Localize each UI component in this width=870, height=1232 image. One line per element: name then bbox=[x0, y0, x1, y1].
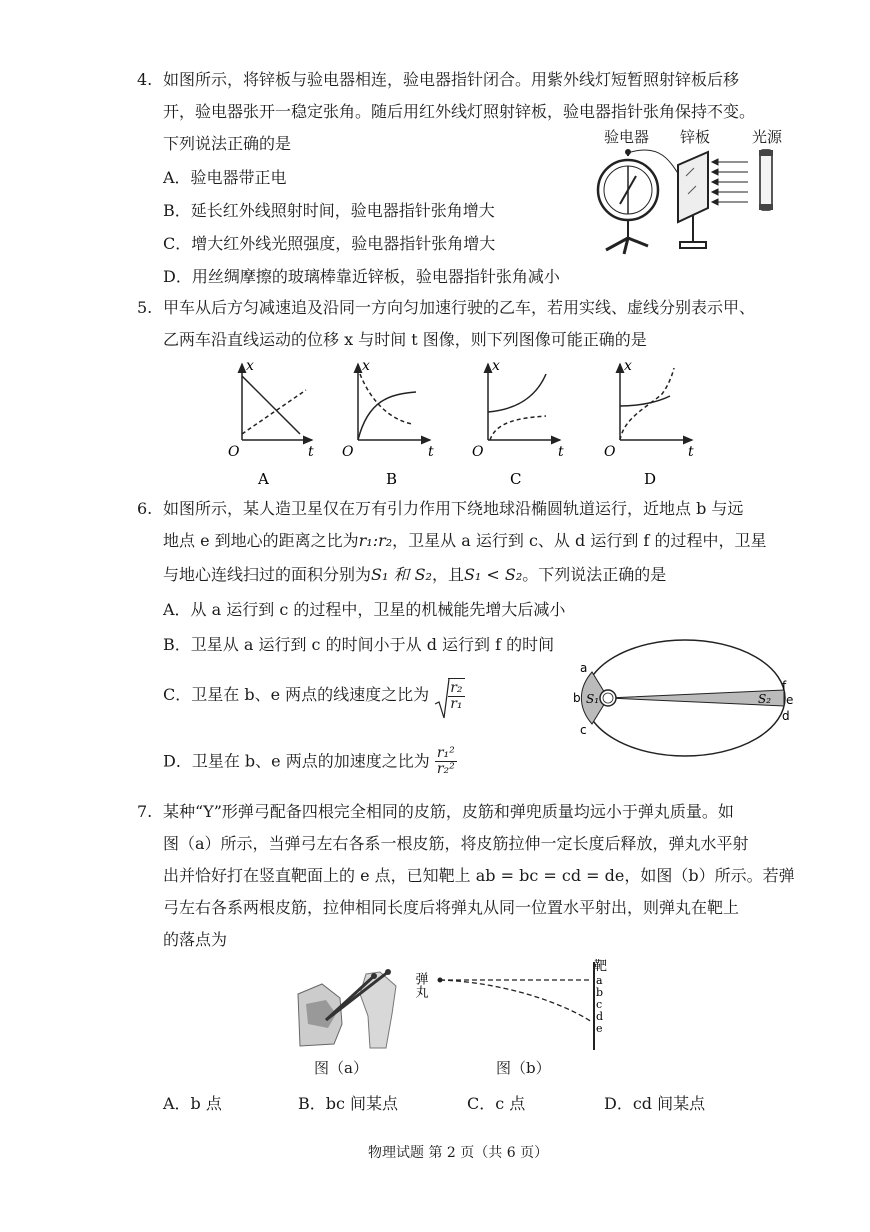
graph-c-origin: O bbox=[472, 444, 484, 460]
q5-stem-line2: 乙两车沿直线运动的位移 x 与时间 t 图像，则下列图像可能正确的是 bbox=[163, 330, 647, 349]
graph-b bbox=[342, 358, 434, 488]
graph-a bbox=[228, 358, 314, 488]
label-zinc-plate: 锌板 bbox=[680, 128, 711, 146]
point-f: f bbox=[782, 679, 787, 693]
q6-option-b: B．卫星从 a 运行到 c 的时间小于从 d 运行到 f 的时间 bbox=[163, 635, 555, 654]
q4-option-a: A．验电器带正电 bbox=[163, 168, 287, 187]
q6-option-d: D．卫星在 b、e 两点的加速度之比为 $\frac{\text{r₁²}}{\text{r₂²}}$ bbox=[163, 745, 455, 778]
q4-option-c: C．增大红外线光照强度，验电器指针张角增大 bbox=[163, 234, 496, 253]
q7-stem-line4: 弓左右各系两根皮筋，拉伸相同长度后将弹丸从同一位置水平射出，则弹丸在靶上 bbox=[163, 898, 740, 917]
label-s2: S₂ bbox=[758, 692, 772, 706]
q7-stem-line1: 某种“Y”形弹弓配备四根完全相同的皮筋，皮筋和弹兜质量均远小于弹丸质量。如 bbox=[163, 802, 734, 821]
graph-d-y-axis: x bbox=[624, 358, 632, 374]
q6-option-a: A．从 a 运行到 c 的过程中，卫星的机械能先增大后减小 bbox=[163, 600, 566, 619]
graph-a-origin: O bbox=[228, 444, 240, 460]
q7-option-c: C．c 点 bbox=[467, 1094, 526, 1113]
earth bbox=[600, 690, 616, 706]
point-b: b bbox=[573, 691, 581, 705]
q6-stem-line1: 如图所示，某人造卫星仅在万有引力作用下绕地球沿椭圆轨道运行，近地点 b 与远 bbox=[163, 499, 744, 518]
light-arrows bbox=[712, 159, 748, 205]
q6-stem-line3: 与地心连线扫过的面积分别为S₁ 和 S₂，且S₁ < S₂。下列说法正确的是 bbox=[163, 565, 667, 584]
graph-b-x-axis: t bbox=[428, 444, 434, 460]
point-c: c bbox=[580, 723, 587, 737]
label-electroscope: 验电器 bbox=[604, 128, 650, 146]
q6-option-c: C．卫星在 b、e 两点的线速度之比为 $\frac{\text{r₂}}{\text{r₁}}$ bbox=[163, 678, 465, 713]
trajectory-figure bbox=[412, 958, 618, 1054]
q4-stem-line2: 开，验电器张开一稳定张角。随后用红外线灯照射锌板，验电器指针张角保持不变。 bbox=[163, 102, 756, 121]
q7-stem-line2: 图（a）所示，当弹弓左右各系一根皮筋，将皮筋拉伸一定长度后释放，弹丸水平射 bbox=[163, 834, 749, 853]
graph-c-x-axis: t bbox=[558, 444, 564, 460]
q4-stem-line3: 下列说法正确的是 bbox=[163, 134, 292, 153]
fig-a-caption: 图（a） bbox=[314, 1059, 368, 1077]
graph-a-label: A bbox=[258, 470, 269, 488]
label-s1: S₁ bbox=[586, 692, 600, 706]
q5-graphs bbox=[200, 360, 700, 490]
areas-s1-s2: S₁ 和 S₂ bbox=[371, 565, 432, 584]
page-footer: 物理试题 第 2 页（共 6 页） bbox=[368, 1145, 549, 1161]
q7-number: 7. bbox=[137, 802, 153, 821]
light-source-tube bbox=[760, 150, 772, 210]
q6-stem-line2: 地点 e 到地心的距离之比为r₁:r₂，卫星从 a 运行到 c、从 d 运行到 f 的过程中，卫星 bbox=[163, 531, 767, 550]
wire bbox=[631, 150, 682, 180]
q7-stem-line5: 的落点为 bbox=[163, 930, 228, 949]
graph-a-y-axis: x bbox=[246, 358, 254, 374]
sqrt-expression: $\frac{\text{r₂}}{\text{r₁}}$ bbox=[434, 678, 464, 713]
ratio-r1-r2: r₁:r₂ bbox=[358, 531, 393, 550]
slingshot-figure bbox=[296, 964, 408, 1050]
point-a: a bbox=[580, 661, 588, 675]
q4-stem-line1: 如图所示，将锌板与验电器相连，验电器指针闭合。用紫外线灯短暂照射锌板后移 bbox=[163, 70, 740, 89]
target-point-e: e bbox=[596, 1022, 603, 1035]
point-e: e bbox=[786, 693, 794, 707]
target-point-a: a bbox=[596, 974, 603, 987]
q7-option-d: D．cd 间某点 bbox=[604, 1094, 706, 1113]
q4-number: 4. bbox=[137, 70, 153, 89]
graph-b-origin: O bbox=[342, 444, 354, 460]
graph-d bbox=[604, 358, 694, 488]
label-target: 靶 bbox=[594, 959, 608, 974]
graph-c-label: C bbox=[510, 470, 522, 488]
fig-b-caption: 图（b） bbox=[496, 1059, 551, 1077]
target-point-d: d bbox=[596, 1010, 604, 1023]
target-point-b: b bbox=[596, 986, 604, 999]
zinc-plate bbox=[678, 152, 708, 222]
q7-option-a: A．b 点 bbox=[163, 1094, 222, 1113]
q5-stem-line1: 甲车从后方匀减速追及沿同一方向匀加速行驶的乙车，若用实线、虚线分别表示甲、 bbox=[163, 298, 756, 317]
graph-d-label: D bbox=[644, 470, 657, 488]
graph-d-origin: O bbox=[604, 444, 616, 460]
q4-option-b: B．延长红外线照射时间，验电器指针张角增大 bbox=[163, 201, 495, 220]
point-d: d bbox=[782, 709, 790, 723]
q4-option-d: D．用丝绸摩擦的玻璃棒靠近锌板，验电器指针张角减小 bbox=[163, 267, 560, 286]
orbit-figure bbox=[570, 640, 800, 770]
electroscope-figure bbox=[590, 150, 790, 260]
trajectory-curve bbox=[440, 980, 592, 1022]
graph-c bbox=[472, 358, 564, 488]
graph-c-y-axis: x bbox=[492, 358, 500, 374]
graph-b-label: B bbox=[386, 470, 398, 488]
q7-option-b: B．bc 间某点 bbox=[298, 1094, 399, 1113]
q5-number: 5. bbox=[137, 298, 153, 317]
ineq-s1-s2: S₁ < S₂ bbox=[463, 565, 523, 584]
label-ball: 弹丸 bbox=[412, 972, 428, 998]
graph-d-x-axis: t bbox=[688, 444, 694, 460]
graph-a-x-axis: t bbox=[308, 444, 314, 460]
label-light-source: 光源 bbox=[752, 128, 783, 146]
q7-stem-line3: 出并恰好打在竖直靶面上的 e 点，已知靶上 ab = bc = cd = de，如图（b）所示。若弹 bbox=[163, 866, 795, 885]
target-point-c: c bbox=[596, 998, 603, 1011]
graph-b-y-axis: x bbox=[362, 358, 370, 374]
q6-number: 6. bbox=[137, 499, 153, 518]
